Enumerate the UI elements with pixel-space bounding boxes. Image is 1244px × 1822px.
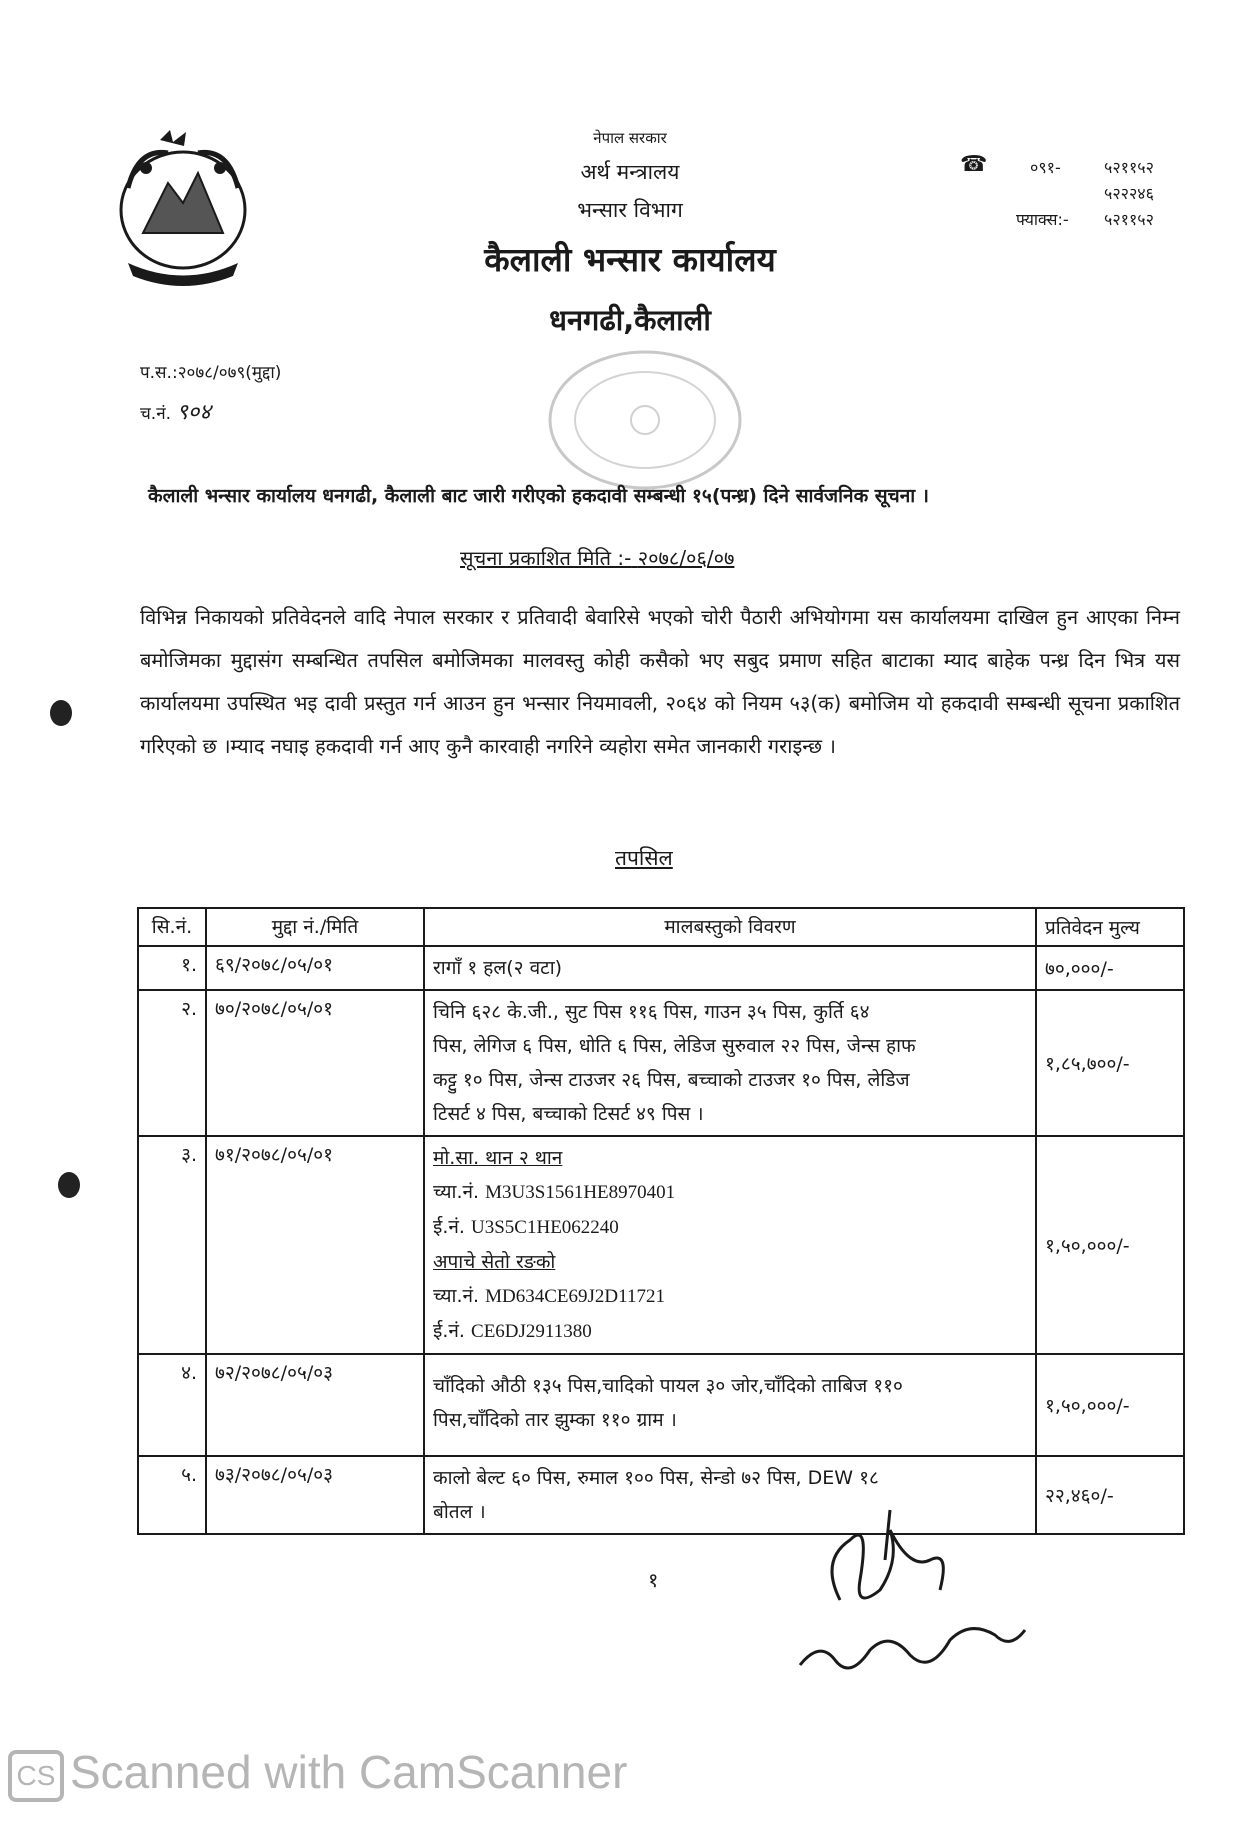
description-line: कालो बेल्ट ६० पिस, रुमाल १०० पिस, सेन्डो ७२ पिस, DEW १८ [433, 1467, 879, 1489]
chassis-number: M3U3S1561HE8970401 [485, 1182, 676, 1203]
camscanner-logo: CS [8, 1750, 64, 1802]
engine-label: ई.नं. [433, 1320, 465, 1342]
description-line: बोतल । [433, 1501, 486, 1523]
notice-body: विभिन्न निकायको प्रतिवेदनले वादि नेपाल सरकार र प्रतिवादी बेवारिसे भएको चोरी पैठारी अभियोगमा यस कार्यालयमा दाखिल हुन आएका निम्न बमोजिमका मुद्दासंग सम्बन्धित तपसिल बमोजिमका मालवस्तु कोही कसैको भए सबुद प्रमाण सहित बाटाका म्याद बाहेक पन्ध्र दिन भित्र यस कार्यालयमा उपस्थित भइ दावी प्रस्तुत गर्न आउन हुन भन्सार नियमावली, २०६४ को नियम ५३(क) बमोजिम यो हकदावी सम्बन्धी सूचना प्रकाशित गरिएको छ ।म्याद नघाइ हकदावी गर्न आए कुनै कारवाही नगरिने व्यहोरा समेत जानकारी गराइन्छ । [140, 605, 1180, 758]
row-sn: १. [138, 946, 206, 990]
header-case: मुद्दा नं./मिति [206, 908, 424, 946]
phone-number-2: ५२२२४६ [1104, 184, 1154, 203]
office-location: धनगढी,कैलाली [549, 303, 711, 337]
row-case: ७०/२०७८/०५/०१ [206, 990, 424, 1136]
row-value: १,५०,०००/- [1036, 1136, 1184, 1354]
patra-label: प.स.: [140, 363, 178, 383]
phone-number-1: ५२११५२ [1104, 158, 1154, 177]
row-sn: ५. [138, 1456, 206, 1534]
signature-icon [780, 1500, 1040, 1690]
chassis-number: MD634CE69J2D11721 [485, 1286, 665, 1307]
row-sn: २. [138, 990, 206, 1136]
vehicle-1-engine [433, 1210, 1027, 1245]
engine-label: ई.नं. [433, 1216, 465, 1238]
vehicle-2-title: अपाचे सेतो रङको [433, 1251, 556, 1273]
row-description [424, 1136, 1036, 1354]
nepal-emblem-icon [98, 128, 268, 288]
row-value: १,५०,०००/- [1036, 1354, 1184, 1456]
chalani-label: च.नं. [140, 404, 172, 424]
chassis-label: च्या.नं. [433, 1181, 480, 1203]
publish-date-value: २०७८/०६/०७ [637, 546, 735, 570]
office-title: कैलाली भन्सार कार्यालय [484, 240, 776, 279]
description-line: रागाँ १ हल(२ वटा) [433, 957, 563, 979]
watermark-text: Scanned with CamScanner [70, 1746, 628, 1798]
table-header-row [138, 908, 1184, 946]
row-description [424, 946, 1036, 990]
table-row [138, 990, 1184, 1136]
fax-label: फ्याक्स:- [1016, 210, 1069, 229]
table-row [138, 946, 1184, 990]
government-label: नेपाल सरकार [593, 129, 667, 147]
row-case: ६९/२०७८/०५/०१ [206, 946, 424, 990]
description-line: पिस,चाँदिको तार झुम्का ११० ग्राम । [433, 1409, 677, 1431]
vehicle-1-title: मो.सा. थान २ थान [433, 1147, 563, 1169]
row-case: ७१/२०७८/०५/०१ [206, 1136, 424, 1354]
vehicle-1-chassis [433, 1175, 1027, 1210]
tapasil-heading: तपसिल [615, 846, 673, 870]
row-description [424, 1354, 1036, 1456]
row-value: २२,४६०/- [1036, 1456, 1184, 1534]
camscanner-watermark [8, 1745, 627, 1802]
chalani-number [140, 396, 211, 426]
row-description [424, 990, 1036, 1136]
engine-number: U3S5C1HE062240 [471, 1217, 619, 1238]
punch-hole-icon [58, 1172, 80, 1198]
punch-hole-icon [50, 700, 72, 726]
description-line: कट्टु १० पिस, जेन्स टाउजर २६ पिस, बच्चाको टाउजर १० पिस, लेडिज [433, 1069, 910, 1091]
row-case: ७३/२०७८/०५/०३ [206, 1456, 424, 1534]
ministry-label: अर्थ मन्त्रालय [580, 160, 680, 184]
table-row [138, 1136, 1184, 1354]
fax-number: ५२११५२ [1104, 210, 1154, 229]
phone-code: ०९१- [1030, 158, 1061, 177]
engine-number: CE6DJ2911380 [471, 1321, 592, 1342]
phone-icon: ☎ [960, 152, 988, 177]
description-line: पिस, लेगिज ६ पिस, धोति ६ पिस, लेडिज सुरुवाल २२ पिस, जेन्स हाफ [433, 1035, 916, 1057]
department-label: भन्सार विभाग [577, 198, 683, 222]
publish-date [460, 544, 734, 571]
publish-date-label: सूचना प्रकाशित मिति :- [460, 546, 632, 570]
chassis-label: च्या.नं. [433, 1285, 480, 1307]
row-value: १,८५,७००/- [1036, 990, 1184, 1136]
goods-table [137, 907, 1185, 1535]
patra-value: २०७८/०७९(मुद्दा) [177, 363, 282, 383]
vehicle-2-chassis [433, 1279, 1027, 1314]
header-value: प्रतिवेदन मुल्य [1036, 908, 1184, 946]
description-line: टिसर्ट ४ पिस, बच्चाको टिसर्ट ४९ पिस । [433, 1103, 704, 1125]
row-sn: ३. [138, 1136, 206, 1354]
table-row [138, 1354, 1184, 1456]
description-line: चिनि ६२८ के.जी., सुट पिस ११६ पिस, गाउन ३५ पिस, कुर्ति ६४ [433, 1001, 870, 1023]
row-sn: ४. [138, 1354, 206, 1456]
chalani-value: ९०४ [176, 400, 211, 425]
header-description: मालबस्तुको विवरण [424, 908, 1036, 946]
office-stamp-icon [540, 345, 750, 495]
header-sn: सि.नं. [138, 908, 206, 946]
patra-sankhya [140, 360, 281, 383]
vehicle-2-engine [433, 1314, 1027, 1349]
notice-title: कैलाली भन्सार कार्यालय धनगढी, कैलाली बाट जारी गरीएको हकदावी सम्बन्धी १५(पन्ध्र) दिने सार्वजनिक सूचना । [148, 485, 929, 507]
row-case: ७२/२०७८/०५/०३ [206, 1354, 424, 1456]
row-value: ७०,०००/- [1036, 946, 1184, 990]
description-line: चाँदिको औठी १३५ पिस,चादिको पायल ३० जोर,चाँदिको ताबिज ११० [433, 1375, 903, 1397]
page-number: १ [648, 1568, 659, 1592]
